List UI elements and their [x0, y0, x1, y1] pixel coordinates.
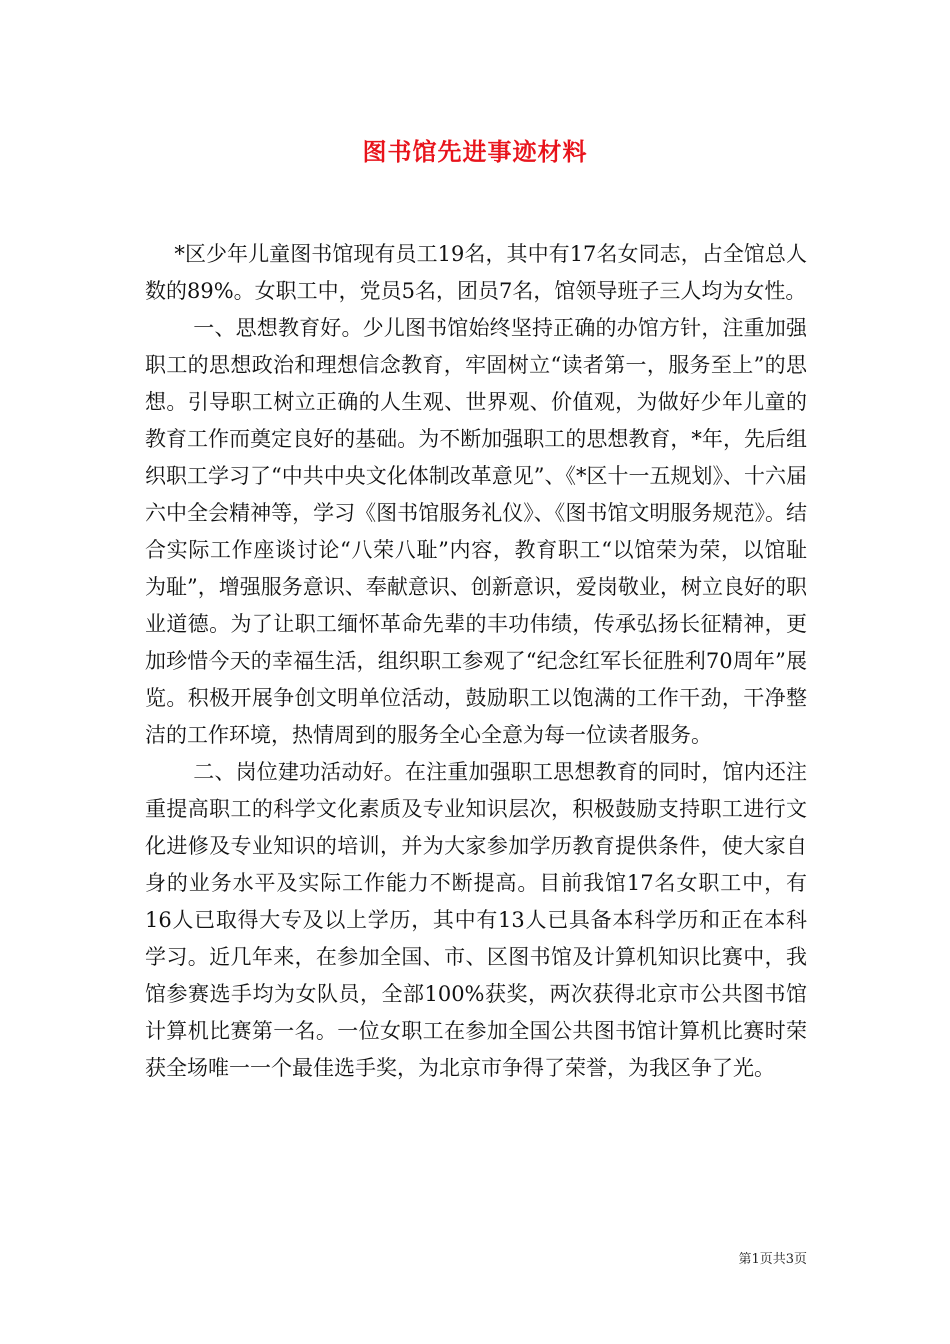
- document-body: [145, 236, 807, 1087]
- document-title: 图书馆先进事迹材料: [362, 137, 588, 166]
- paragraph-ideological-education: 一、思想教育好。少儿图书馆始终坚持正确的办馆方针，注重加强职工的思想政治和理想信念教育，牢固树立“读者第一，服务至上”的思想。引导职工树立正确的人生观、世界观、价值观，为做好少年儿童的教育工作而奠定良好的基础。为不断加强职工的思想教育，*年，先后组织职工学习了“中共中央文化体制改革意见”、《*区十一五规划》、十六届六中全会精神等，学习《图书馆服务礼仪》、《图书馆文明服务规范》。结合实际工作座谈讨论“八荣八耻”内容，教育职工“以馆荣为荣，以馆耻为耻”，增强服务意识、奉献意识、创新意识，爱岗敬业，树立良好的职业道德。为了让职工缅怀革命先辈的丰功伟绩，传承弘扬长征精神，更加珍惜今天的幸福生活，组织职工参观了“纪念红军长征胜利70周年”展览。积极开展争创文明单位活动，鼓励职工以饱满的工作干劲，干净整洁的工作环境，热情周到的服务全心全意为每一位读者服务。: [145, 316, 807, 747]
- page-number: 第1页共3页: [738, 1252, 807, 1267]
- paragraph-intro: *区少年儿童图书馆现有员工19名，其中有17名女同志，占全馆总人数的89%。女职工中，党员5名，团员7名，馆领导班子三人均为女性。: [145, 242, 807, 303]
- paragraph-post-achievement: 二、岗位建功活动好。在注重加强职工思想教育的同时，馆内还注重提高职工的科学文化素质及专业知识层次，积极鼓励支持职工进行文化进修及专业知识的培训，并为大家参加学历教育提供条件，使大家自身的业务水平及实际工作能力不断提高。目前我馆17名女职工中，有16人已取得大专及以上学历，其中有13人已具备本科学历和正在本科学习。近几年来，在参加全国、市、区图书馆及计算机知识比赛中，我馆参赛选手均为女队员，全部100%获奖，两次获得北京市公共图书馆计算机比赛第一名。一位女职工在参加全国公共图书馆计算机比赛时荣获全场唯一一个最佳选手奖，为北京市争得了荣誉，为我区争了光。: [145, 760, 807, 1080]
